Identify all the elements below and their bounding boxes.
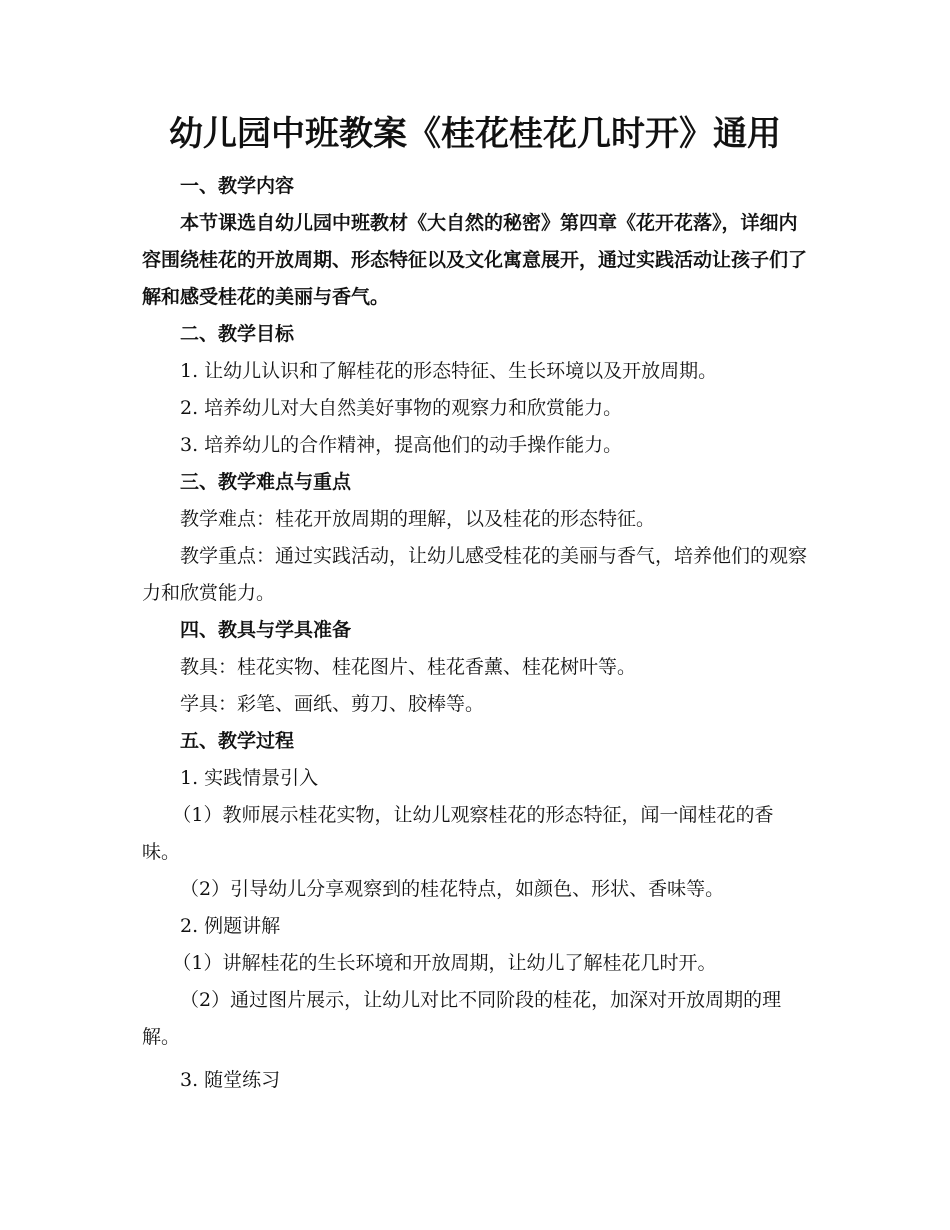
process-step-2-sub-2: （2）通过图片展示，让幼儿对比不同阶段的桂花，加深对开放周期的理解。 bbox=[142, 989, 782, 1048]
process-step-2: 2. 例题讲解 bbox=[180, 915, 281, 937]
goal-item-2: 2. 培养幼儿对大自然美好事物的观察力和欣赏能力。 bbox=[180, 397, 623, 419]
document-title: 幼儿园中班教案《桂花桂花几时开》通用 bbox=[169, 114, 781, 154]
teacher-materials-item: 教具：桂花实物、桂花图片、桂花香薰、桂花树叶等。 bbox=[180, 656, 637, 678]
process-step-1-sub-2: （2）引导幼儿分享观察到的桂花特点，如颜色、形状、香味等。 bbox=[180, 878, 725, 900]
goal-item-3: 3. 培养幼儿的合作精神，提高他们的动手操作能力。 bbox=[180, 434, 623, 456]
document-body bbox=[142, 168, 808, 1099]
section-heading-teaching-goals: 二、教学目标 bbox=[180, 323, 295, 345]
section-heading-materials: 四、教具与学具准备 bbox=[180, 619, 352, 641]
teaching-content-paragraph: 本节课选自幼儿园中班教材《大自然的秘密》第四章《花开花落》，详细内容围绕桂花的开放周期、形态特征以及文化寓意展开，通过实践活动让孩子们了解和感受桂花的美丽与香气。 bbox=[142, 212, 808, 308]
process-step-2-sub-1: （1）讲解桂花的生长环境和开放周期，让幼儿了解桂花几时开。 bbox=[172, 952, 717, 974]
process-step-1: 1. 实践情景引入 bbox=[180, 767, 319, 789]
difficulty-item: 教学难点：桂花开放周期的理解，以及桂花的形态特征。 bbox=[180, 508, 656, 530]
key-point-item: 教学重点：通过实践活动，让幼儿感受桂花的美丽与香气，培养他们的观察力和欣赏能力。 bbox=[142, 545, 808, 604]
section-heading-teaching-content: 一、教学内容 bbox=[180, 175, 295, 197]
goal-item-1: 1. 让幼儿认识和了解桂花的形态特征、生长环境以及开放周期。 bbox=[180, 360, 718, 382]
student-materials-item: 学具：彩笔、画纸、剪刀、胶棒等。 bbox=[180, 693, 485, 715]
process-step-1-sub-1: （1）教师展示桂花实物，让幼儿观察桂花的形态特征，闻一闻桂花的香味。 bbox=[142, 804, 774, 863]
section-heading-process: 五、教学过程 bbox=[180, 730, 295, 752]
section-heading-difficulties: 三、教学难点与重点 bbox=[180, 471, 352, 493]
process-step-3: 3. 随堂练习 bbox=[180, 1069, 281, 1091]
